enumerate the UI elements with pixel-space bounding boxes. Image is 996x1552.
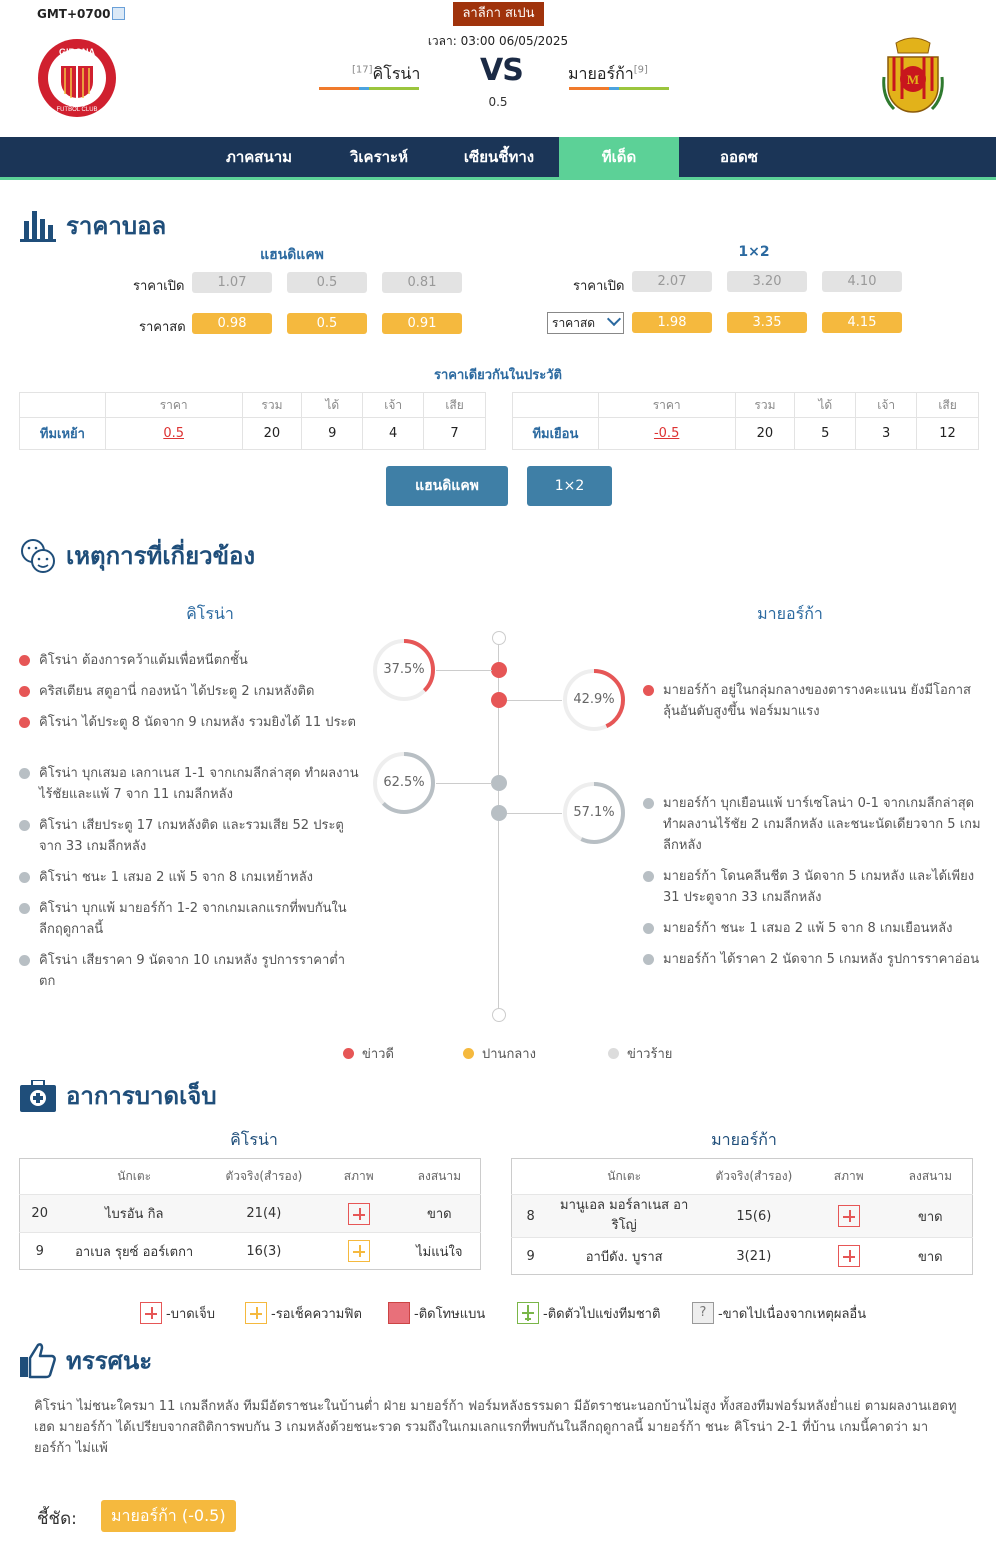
timeline-dot bbox=[491, 775, 507, 791]
legend-other: ? -ขาดไปเนื่องจากเหตุผลอื่น bbox=[692, 1302, 866, 1324]
handicap-open-away: 0.81 bbox=[382, 272, 462, 293]
timeline-dot bbox=[491, 805, 507, 821]
history-title: ราคาเดียวกันในประวัติ bbox=[433, 368, 563, 383]
away-team-bar bbox=[569, 87, 669, 90]
fitness-check-icon bbox=[245, 1302, 267, 1324]
match-handicap: 0.5 bbox=[488, 95, 508, 109]
opinion-section-title: ทรรศนะ bbox=[20, 1341, 152, 1380]
handicap-title: แฮนดิแคพ bbox=[260, 247, 324, 263]
vs-label: VS bbox=[480, 53, 523, 88]
timezone[interactable]: GMT+0700 bbox=[37, 7, 125, 21]
match-header bbox=[0, 0, 996, 137]
home-bad-ring: 62.5% bbox=[372, 751, 436, 815]
nav-odds[interactable]: ออดซ bbox=[720, 148, 758, 166]
away-good-ring: 42.9% bbox=[562, 668, 626, 732]
home-good-list bbox=[19, 650, 359, 743]
injuries-section-title: อาการบาดเจ็บ bbox=[20, 1076, 217, 1115]
match-time: เวลา: 03:00 06/05/2025 bbox=[427, 34, 569, 48]
legend-injured: -บาดเจ็บ bbox=[140, 1302, 215, 1324]
timeline-dot bbox=[491, 662, 507, 678]
away-team-name[interactable]: มายอร์ก้า[9] bbox=[568, 64, 648, 83]
timeline-dot bbox=[491, 692, 507, 708]
x12-open-draw: 3.20 bbox=[727, 271, 807, 292]
x12-live-away: 4.15 bbox=[822, 312, 902, 333]
history-away-price-link[interactable]: -0.5 bbox=[598, 418, 735, 450]
x12-live-draw: 3.35 bbox=[727, 312, 807, 333]
list-item: คริสเตียน สตูอานี่ กองหน้า ได้ประตู 2 เกมหลังติด bbox=[19, 681, 359, 702]
fitness-check-icon bbox=[348, 1240, 370, 1262]
list-item: มายอร์ก้า โดนคลีนชีต 3 นัดจาก 5 เกมหลัง และได้เพียง 31 ประตูจาก 33 เกมลีกหลัง bbox=[643, 866, 983, 908]
question-icon: ? bbox=[692, 1302, 714, 1324]
table-row: 9 อาบีดัง. บูราส 3(21) ขาด bbox=[512, 1238, 973, 1275]
list-item: คิโรน่า บุกแพ้ มายอร์ก้า 1-2 จากเกมเลกแรกที่พบกันในลีกฤดูกาลนี้ bbox=[19, 898, 359, 940]
handicap-open-home: 1.07 bbox=[192, 272, 272, 293]
svg-text:GIRONA: GIRONA bbox=[59, 47, 95, 57]
list-item: มายอร์ก้า อยู่ในกลุ่มกลางของตารางคะแนน ยังมีโอกาสลุ้นอันดับสูงขึ้น ฟอร์มมาแรง bbox=[643, 680, 983, 722]
legend-good: ข่าวดี bbox=[343, 1043, 394, 1064]
table-row: ทีมเหย้า 0.5 20 9 4 7 bbox=[20, 418, 486, 450]
handicap-live-away: 0.91 bbox=[382, 313, 462, 334]
home-good-ring: 37.5% bbox=[372, 638, 436, 702]
main-nav bbox=[0, 137, 996, 180]
handicap-live-home: 0.98 bbox=[192, 313, 272, 334]
away-bad-list bbox=[643, 793, 983, 980]
events-home-name: คิโรน่า bbox=[186, 604, 234, 623]
league-badge[interactable]: ลาลีกา สเปน bbox=[453, 2, 544, 26]
legend-neutral: ปานกลาง bbox=[463, 1043, 536, 1064]
timezone-icon[interactable] bbox=[112, 7, 125, 20]
table-row: ทีมเยือน -0.5 20 5 3 12 bbox=[513, 418, 979, 450]
nav-analysis[interactable]: วิเคราะห์ bbox=[349, 148, 408, 166]
history-home-price-link[interactable]: 0.5 bbox=[105, 418, 242, 450]
home-injury-table: นักเตะ ตัวจริง(สำรอง) สภาพ ลงสนาม 20 ไบรอัน กิล 21(4) ขาด 9 อาเบล รุยซ์ ออร์เตกา 16(3) ไม่แน่ใจ bbox=[19, 1158, 481, 1270]
x12-open-away: 4.10 bbox=[822, 271, 902, 292]
handicap-live-label: ราคาสด bbox=[139, 320, 186, 335]
svg-text:M: M bbox=[906, 72, 920, 87]
bar-chart-icon bbox=[20, 209, 56, 243]
list-item: คิโรน่า ต้องการคว้าแต้มเพื่อหนีตกชั้น bbox=[19, 650, 359, 671]
legend-bad: ข่าวร้าย bbox=[608, 1043, 672, 1064]
pick-badge: มายอร์ก้า (-0.5) bbox=[101, 1500, 236, 1532]
injury-icon bbox=[348, 1203, 370, 1225]
x12-live-home: 1.98 bbox=[632, 312, 712, 333]
list-item: คิโรน่า ชนะ 1 เสมอ 2 แพ้ 5 จาก 8 เกมเหย้าหลัง bbox=[19, 867, 359, 888]
injuries-away-name: มายอร์ก้า bbox=[711, 1130, 777, 1149]
odds-section-title: ราคาบอล bbox=[20, 206, 166, 245]
list-item: คิโรน่า ได้ประตู 8 นัดจาก 9 เกมหลัง รวมยิงได้ 11 ประต bbox=[19, 712, 359, 733]
x12-title: 1×2 bbox=[738, 244, 770, 260]
handicap-open-label: ราคาเปิด bbox=[133, 279, 185, 294]
x12-tab-button[interactable]: 1×2 bbox=[527, 466, 612, 506]
nav-tips[interactable]: ทีเด็ด bbox=[559, 137, 679, 177]
table-row: 9 อาเบล รุยซ์ ออร์เตกา 16(3) ไม่แน่ใจ bbox=[20, 1233, 481, 1270]
timeline-start bbox=[492, 631, 506, 645]
odds-type-select[interactable]: ราคาสด bbox=[547, 312, 624, 334]
x12-open-home: 2.07 bbox=[632, 271, 712, 292]
mallorca-logo bbox=[880, 37, 946, 117]
plane-icon bbox=[517, 1302, 539, 1324]
away-injury-table: นักเตะ ตัวจริง(สำรอง) สภาพ ลงสนาม 8 มานูเอล มอร์ลาเนส อาริโญ่ 15(6) ขาด 9 อาบีดัง. บูราส 3(21) ขาด bbox=[511, 1158, 973, 1275]
faces-icon bbox=[20, 538, 56, 574]
list-item: มายอร์ก้า บุกเยือนแพ้ บาร์เซโลน่า 0-1 จากเกมลีกล่าสุด ทำผลงานไร้ชัย 2 เกมลีกหลัง และชนะนัดเดียวจาก 5 เกมลีกหลัง bbox=[643, 793, 983, 856]
injury-icon bbox=[838, 1245, 860, 1267]
away-bad-ring: 57.1% bbox=[562, 781, 626, 845]
history-away-table: ราคา รวม ได้ เจ้า เสีย ทีมเยือน -0.5 20 5 3 12 bbox=[512, 392, 979, 450]
injury-icon bbox=[838, 1205, 860, 1227]
handicap-live-line: 0.5 bbox=[287, 313, 367, 334]
list-item: มายอร์ก้า ชนะ 1 เสมอ 2 แพ้ 5 จาก 8 เกมเยือนหลัง bbox=[643, 918, 983, 939]
list-item: คิโรน่า บุกเสมอ เลกาเนส 1-1 จากเกมลีกล่าสุด ทำผลงานไร้ชัยและแพ้ 7 จาก 11 เกมลีกหลัง bbox=[19, 763, 359, 805]
first-aid-kit-icon bbox=[20, 1080, 56, 1112]
injury-icon bbox=[140, 1302, 162, 1324]
home-team-bar bbox=[319, 87, 419, 90]
home-team-name[interactable]: [17]คิโรน่า bbox=[352, 64, 421, 83]
thumbs-up-icon bbox=[20, 1343, 56, 1379]
opinion-text: คิโรน่า ไม่ชนะใครมา 11 เกมลีกหลัง ทีมมีอัตราชนะในบ้านต่ำ ฝ่าย มายอร์ก้า ฟอร์มหลังธรรมดา มีอัตราชนะนอกบ้านไม่สูง ทั้งสองทีมฟอร์มหลังย่ำแย่ ตามผลงานเฮดทูเฮด มายอร์ก้า ได้เปรียบจากสถิติการพบกัน 3 เกมหลังด้วยชนะรวด รวมถึงในเกมเลกแรกที่พบกันในลีกฤดูกาลนี้ มายอร์ก้า ชนะ คิโรน่า 2-1 ที่บ้าน เกมนี้คาดว่า มายอร์ก้า ไม่แพ้ bbox=[34, 1399, 957, 1456]
list-item: คิโรน่า เสียประตู 17 เกมหลังติด และรวมเสีย 52 ประตูจาก 33 เกมลีกหลัง bbox=[19, 815, 359, 857]
away-good-list bbox=[643, 680, 983, 732]
legend-national: -ติดตัวไปแข่งทีมชาติ bbox=[517, 1302, 660, 1324]
pick-label: ชี้ชัด: bbox=[37, 1509, 77, 1529]
timeline-end bbox=[492, 1008, 506, 1022]
chevron-down-icon bbox=[607, 312, 621, 326]
list-item: มายอร์ก้า ได้ราคา 2 นัดจาก 5 เกมหลัง รูปการราคาอ่อน bbox=[643, 949, 983, 970]
x12-open-label: ราคาเปิด bbox=[573, 279, 625, 294]
table-row: 20 ไบรอัน กิล 21(4) ขาด bbox=[20, 1195, 481, 1233]
list-item: คิโรน่า เสียราคา 9 นัดจาก 10 เกมหลัง รูปการราคาต่ำตก bbox=[19, 950, 359, 992]
svg-text:FUTBOL CLUB: FUTBOL CLUB bbox=[56, 107, 98, 113]
suspension-icon bbox=[388, 1302, 410, 1324]
home-bad-list bbox=[19, 763, 359, 1002]
nav-tipster[interactable]: เซียนชี้ทาง bbox=[463, 148, 535, 166]
nav-field[interactable]: ภาคสนาม bbox=[225, 148, 293, 166]
events-away-name: มายอร์ก้า bbox=[757, 604, 823, 623]
injuries-home-name: คิโรน่า bbox=[230, 1130, 278, 1149]
handicap-tab-button[interactable]: แฮนดิแคพ bbox=[386, 466, 508, 506]
history-home-table: ราคา รวม ได้ เจ้า เสีย ทีมเหย้า 0.5 20 9 4 7 bbox=[19, 392, 486, 450]
legend-fitness: -รอเช็คความฟิต bbox=[245, 1302, 362, 1324]
table-row: 8 มานูเอล มอร์ลาเนส อาริโญ่ 15(6) ขาด bbox=[512, 1195, 973, 1238]
legend-suspended: -ติดโทษแบน bbox=[388, 1302, 485, 1324]
events-section-title: เหตุการที่เกี่ยวข้อง bbox=[20, 536, 255, 575]
handicap-open-line: 0.5 bbox=[287, 272, 367, 293]
